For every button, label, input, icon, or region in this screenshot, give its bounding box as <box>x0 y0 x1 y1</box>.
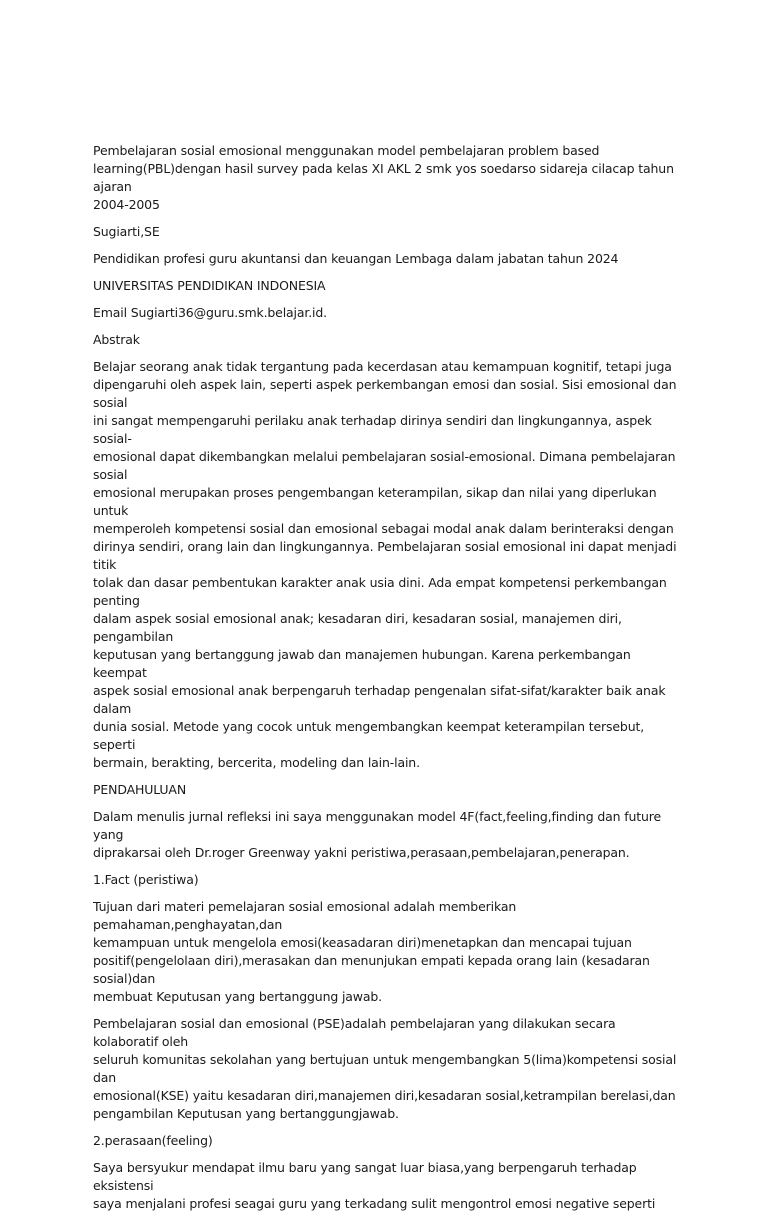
university-name: UNIVERSITAS PENDIDIKAN INDONESIA <box>93 278 326 293</box>
author-email: Email Sugiarti36@guru.smk.belajar.id. <box>93 305 327 320</box>
intro-heading: PENDAHULUAN <box>93 782 187 797</box>
document-title: Pembelajaran sosial emosional menggunakan model pembelajaran problem based learning(PBL)dengan hasil survey pada kelas XI AKL 2 smk yos soedarso sidareja cilacap tahun ajaran 2004-2005 <box>93 143 674 212</box>
fact-paragraph-1: Tujuan dari materi pemelajaran sosial emosional adalah memberikan pemahaman,penghayatan,dan kemampuan untuk mengelola emosi(keasadaran diri)menetapkan dan mencapai tujuan positif(pengelolaan diri),merasakan dan menunjukan empati kepada orang lain (kesadaran sosial)dan membuat Keputusan yang bertanggung jawab. <box>93 899 650 1004</box>
intro-paragraph: Dalam menulis jurnal refleksi ini saya menggunakan model 4F(fact,feeling,finding dan future yang diprakarsai oleh Dr.roger Greenway yakni peristiwa,perasaan,pembelajaran,penerapan. <box>93 809 662 860</box>
abstract-heading: Abstrak <box>93 332 140 347</box>
fact-heading: 1.Fact (peristiwa) <box>93 872 199 887</box>
feeling-heading: 2.perasaan(feeling) <box>93 1133 213 1148</box>
author-name: Sugiarti,SE <box>93 224 160 239</box>
fact-paragraph-2: Pembelajaran sosial dan emosional (PSE)adalah pembelajaran yang dilakukan secara kolaboratif oleh seluruh komunitas sekolahan yang bertujuan untuk mengembangkan 5(lima)kompetensi sosial dan emosional(KSE) yaitu kesadaran diri,manajemen diri,kesadaran sosial,ketrampilan berelasi,dan pengambilan Keputusan yang bertanggungjawab. <box>93 1016 677 1121</box>
program-line: Pendidikan profesi guru akuntansi dan keuangan Lembaga dalam jabatan tahun 2024 <box>93 251 619 266</box>
document-content <box>93 142 681 1222</box>
abstract-paragraph: Belajar seorang anak tidak tergantung pada kecerdasan atau kemampuan kognitif, tetapi juga dipengaruhi oleh aspek lain, seperti aspek perkembangan emosi dan sosial. Sisi emosional dan sosial ini sangat mempengaruhi perilaku anak terhadap dirinya sendiri dan lingkungannya, aspek sosial- emosional dapat dikembangkan melalui pembelajaran sosial-emosional. Dimana pembelajaran sosial emosional merupakan proses pengembangan keterampilan, sikap dan nilai yang diperlukan untuk memperoleh kompetensi sosial dan emosional sebagai modal anak dalam berinteraksi dengan dirinya sendiri, orang lain dan lingkungannya. Pembelajaran sosial emosional ini dapat menjadi titik tolak dan dasar pembentukan karakter anak usia dini. Ada empat kompetensi perkembangan penting dalam aspek sosial emosional anak; kesadaran diri, kesadaran sosial, manajemen diri, pengambilan keputusan yang bertanggung jawab dan manajemen hubungan. Karena perkembangan keempat aspek sosial emosional anak berpengaruh terhadap pengenalan sifat-sifat/karakter baik anak dalam dunia sosial. Metode yang cocok untuk mengembangkan keempat keterampilan tersebut, seperti bermain, berakting, bercerita, modeling dan lain-lain. <box>93 359 677 770</box>
feeling-paragraph: Saya bersyukur mendapat ilmu baru yang sangat luar biasa,yang berpengaruh terhadap eksistensi saya menjalani profesi seagai guru yang terkadang sulit mengontrol emosi negative seperti <box>93 1160 656 1211</box>
